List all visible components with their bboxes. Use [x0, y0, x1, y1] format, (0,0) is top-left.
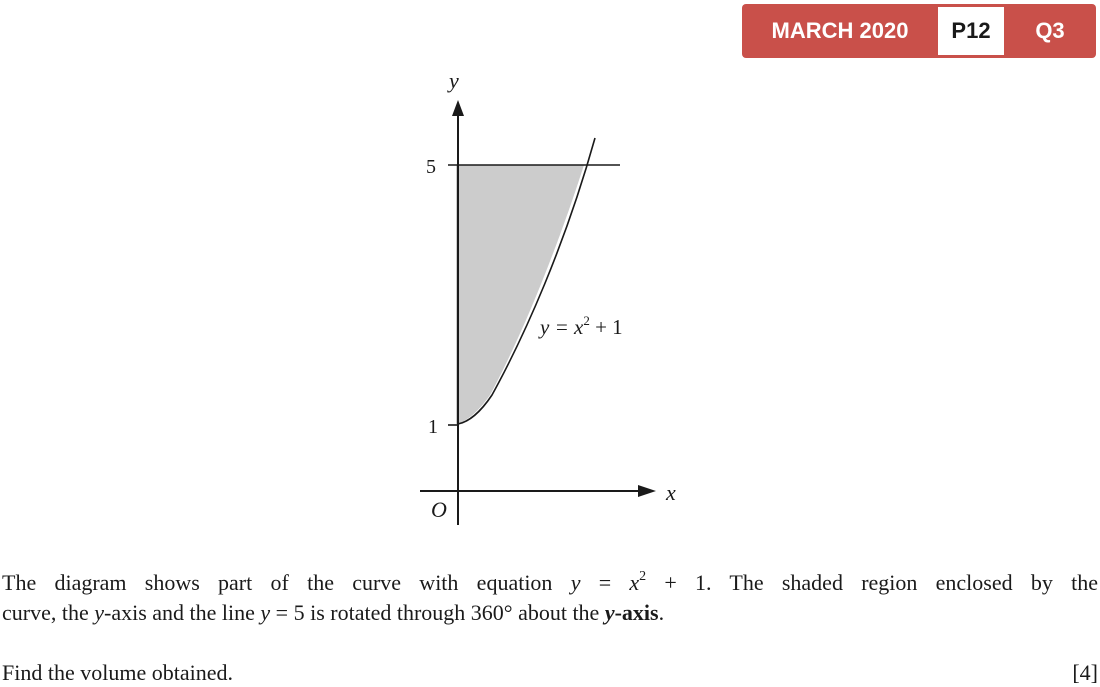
text-segment: .	[658, 600, 665, 625]
math-var-y: y	[94, 600, 104, 625]
curve-label-lhs: y = x	[540, 315, 584, 339]
text-segment: curve, the	[2, 600, 95, 625]
curve-equation-label	[538, 313, 623, 339]
shaded-region	[456, 165, 584, 424]
question-paragraph	[2, 568, 1098, 628]
tick-label-1: 1	[428, 416, 438, 438]
math-exponent: 2	[639, 568, 647, 584]
marks-allocation: [4]	[1072, 660, 1098, 685]
question-number-label: Q3	[1035, 18, 1065, 43]
question-line-1	[2, 568, 1098, 598]
math-var-y: y	[260, 600, 271, 625]
text-segment: + 1. The shaded region enclosed by the	[646, 570, 1098, 595]
curve-label-rhs: + 1	[589, 315, 623, 339]
origin-label: O	[431, 497, 447, 522]
question-line-2	[2, 598, 1098, 628]
text-segment: =	[580, 570, 630, 595]
x-axis-label: x	[666, 480, 676, 505]
math-var-x: x	[629, 570, 640, 595]
exam-session-label: MARCH 2020	[771, 18, 909, 43]
bold-axis-text: -axis	[614, 600, 659, 625]
math-var-y-bold: y	[604, 600, 615, 625]
task-instruction: Find the volume obtained.	[2, 660, 233, 685]
paper-number-label: P12	[938, 7, 1004, 55]
text-segment: The diagram shows part of the curve with equation	[2, 570, 571, 595]
tick-label-5: 5	[426, 156, 436, 178]
x-axis-arrow-icon	[638, 485, 656, 497]
y-axis-label: y	[449, 68, 459, 93]
y-axis-arrow-icon	[452, 100, 464, 116]
math-var-y: y	[570, 570, 581, 595]
curve-label-exponent: 2	[583, 313, 590, 328]
text-segment: -axis and the line	[104, 600, 261, 625]
text-segment: = 5 is rotated through 360° about the	[270, 600, 605, 625]
